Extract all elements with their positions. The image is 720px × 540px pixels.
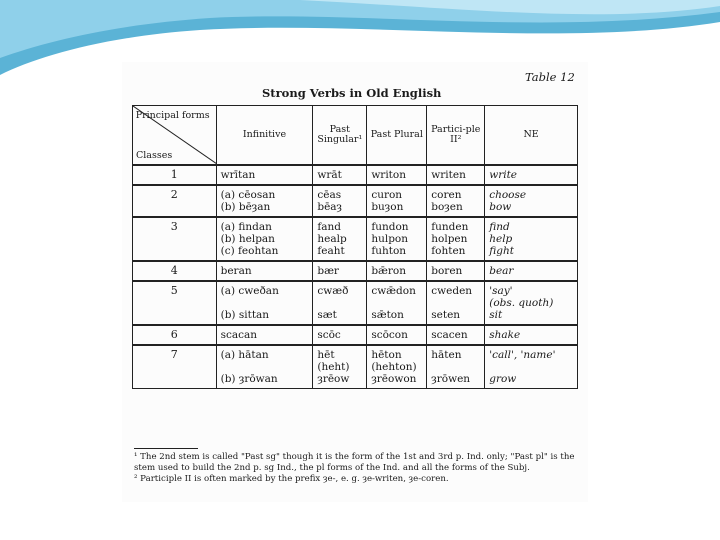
cell-ne: 'say' (obs. quoth) sit xyxy=(485,281,578,325)
footnote-rule xyxy=(134,448,198,449)
cell-inf: (a) cweðan (b) sittan xyxy=(216,281,313,325)
cell-psg: cwæð sæt xyxy=(313,281,367,325)
table-row xyxy=(133,261,578,281)
cell-cls: 2 xyxy=(133,185,217,217)
table-title: Strong Verbs in Old English xyxy=(262,86,442,100)
cell-part: hāten ȝrōwen xyxy=(427,345,485,389)
cell-part: funden holpen fohten xyxy=(427,217,485,261)
cell-psg: bær xyxy=(313,261,367,281)
cell-cls: 7 xyxy=(133,345,217,389)
cell-ppl: fundon hulpon fuhton xyxy=(367,217,427,261)
table-row xyxy=(133,281,578,325)
table-row xyxy=(133,165,578,185)
cell-ppl: bǣron xyxy=(367,261,427,281)
table-label: Table 12 xyxy=(525,70,575,84)
cell-psg: scōc xyxy=(313,325,367,345)
cell-part: writen xyxy=(427,165,485,185)
header-ne: NE xyxy=(485,106,578,166)
classes-label: Classes xyxy=(136,150,173,161)
cell-inf: scacan xyxy=(216,325,313,345)
cell-ppl: writon xyxy=(367,165,427,185)
scanned-page xyxy=(122,62,588,502)
cell-ne: bear xyxy=(485,261,578,281)
cell-inf: wrītan xyxy=(216,165,313,185)
cell-ppl: scōcon xyxy=(367,325,427,345)
cell-ne: shake xyxy=(485,325,578,345)
cell-ppl: hēton (hehton) ȝrēowon xyxy=(367,345,427,389)
cell-cls: 4 xyxy=(133,261,217,281)
footnote-2: ² Participle II is often marked by the prefix ȝe-, e. g. ȝe-writen, ȝe-coren. xyxy=(134,474,449,484)
cell-ppl: cwǣdon sǣton xyxy=(367,281,427,325)
header-corner-cell xyxy=(133,106,217,166)
cell-inf: (a) cēosan (b) bēȝan xyxy=(216,185,313,217)
cell-inf: beran xyxy=(216,261,313,281)
header-past-plural: Past Plural xyxy=(367,106,427,166)
strong-verbs-table xyxy=(132,105,578,389)
cell-ne: 'call', 'name' grow xyxy=(485,345,578,389)
cell-ppl: curon buȝon xyxy=(367,185,427,217)
cell-ne: write xyxy=(485,165,578,185)
table-body xyxy=(133,165,578,389)
header-row xyxy=(133,106,578,166)
cell-part: coren boȝen xyxy=(427,185,485,217)
cell-cls: 3 xyxy=(133,217,217,261)
cell-inf: (a) hātan (b) ȝrōwan xyxy=(216,345,313,389)
cell-psg: wrāt xyxy=(313,165,367,185)
cell-cls: 1 xyxy=(133,165,217,185)
footnotes xyxy=(134,448,578,485)
cell-cls: 6 xyxy=(133,325,217,345)
cell-psg: hēt (heht) ȝrēow xyxy=(313,345,367,389)
cell-part: boren xyxy=(427,261,485,281)
table-row xyxy=(133,345,578,389)
cell-ne: choose bow xyxy=(485,185,578,217)
cell-part: scacen xyxy=(427,325,485,345)
cell-psg: cēas bēaȝ xyxy=(313,185,367,217)
footnote-1: ¹ The 2nd stem is called "Past sg" though it is the form of the 1st and 3rd p. Ind. only; "Past pl" is the stem used to build the 2nd p. sg Ind., the pl forms of the Ind. and all the forms of the Subj. xyxy=(134,452,575,473)
cell-psg: fand healp feaht xyxy=(313,217,367,261)
table-row xyxy=(133,217,578,261)
header-past-singular: Past Singular¹ xyxy=(313,106,367,166)
table-row xyxy=(133,185,578,217)
table-row xyxy=(133,325,578,345)
header-participle: Partici-ple II² xyxy=(427,106,485,166)
cell-part: cweden seten xyxy=(427,281,485,325)
header-infinitive: Infinitive xyxy=(216,106,313,166)
principal-forms-label: Principal forms xyxy=(135,110,210,121)
cell-inf: (a) findan (b) helpan (c) feohtan xyxy=(216,217,313,261)
cell-cls: 5 xyxy=(133,281,217,325)
cell-ne: find help fight xyxy=(485,217,578,261)
